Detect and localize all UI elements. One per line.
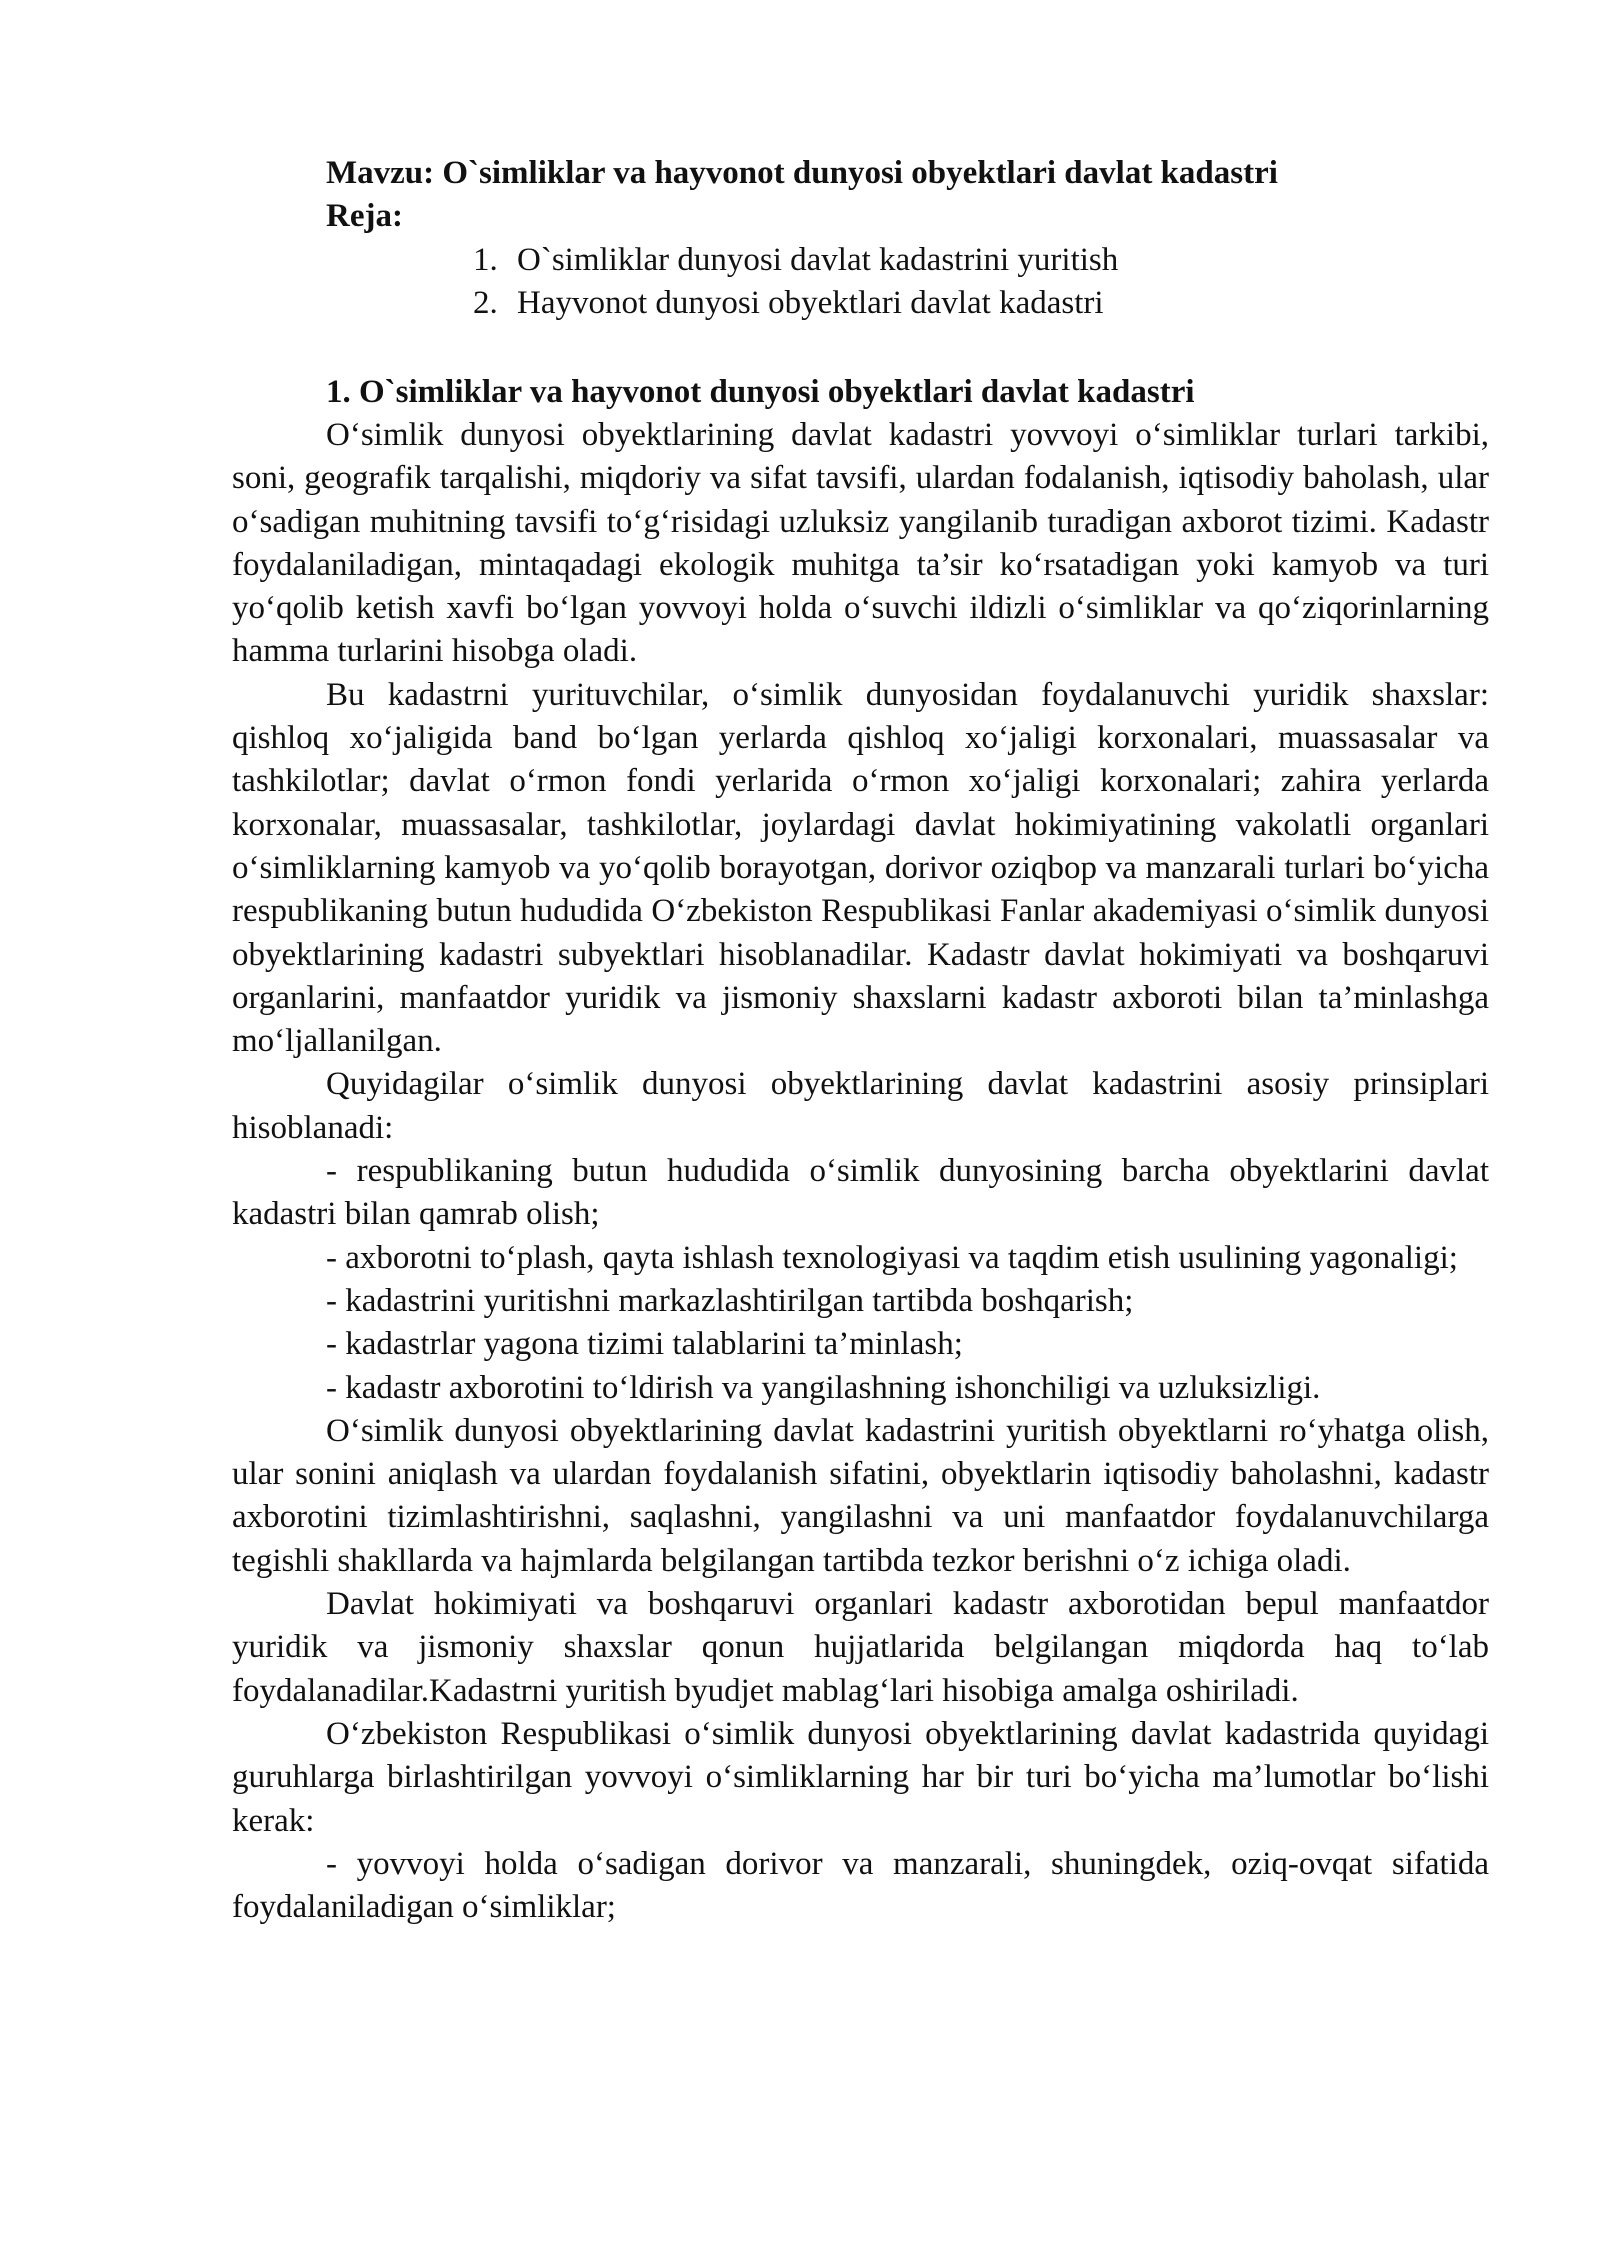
plan-item-text: Hayvonot dunyosi obyektlari davlat kadastri: [517, 285, 1104, 322]
plan-item: [473, 239, 1373, 282]
plan-label: Reja:: [326, 198, 403, 235]
document-body: [232, 414, 1489, 1929]
plan-item-number: 1.: [473, 242, 498, 278]
bullet-paragraph: - kadastrlar yagona tizimi talablarini ta’minlash;: [326, 1326, 963, 1363]
topic-title: Mavzu: O`simliklar va hayvonot dunyosi obyektlari davlat kadastri: [326, 155, 1278, 191]
plan-item: [473, 282, 1373, 325]
body-paragraph: Davlat hokimiyati va boshqaruvi organlari kadastr axborotidan bepul manfaatdor yuridik va jismoniy shaxslar qonun hujjatlarida belgilangan miqdorda haq to‘lab foydalanadilar.Kadastrni yuritish byudjet mablag‘lari hisobiga amalga oshiriladi.: [232, 1586, 1489, 1709]
plan-item-number: 2.: [473, 285, 498, 322]
body-paragraph: O‘zbekiston Respublikasi o‘simlik dunyosi obyektlarining davlat kadastrida quyidagi guruhlarga birlashtirilgan yovvoyi o‘simliklarning har bir turi bo‘yicha ma’lumotlar bo‘lishi kerak:: [232, 1715, 1489, 1839]
plan-list: [473, 239, 1373, 326]
bullet-paragraph: - axborotni to‘plash, qayta ishlash texnologiyasi va taqdim etish usulining yagonaligi;: [326, 1239, 1458, 1276]
body-paragraph: O‘simlik dunyosi obyektlarining davlat kadastrini yuritish obyektlarni ro‘yhatga olish, ular sonini aniqlash va ulardan foydalanish sifatini, obyektlarin iqtisodiy baholashni, kadastr axborotini tizimlashtirishni, saqlashni, yangilashni va uni manfaatdor foydalanuvchilarga tegishli shakllarda va hajmlarda belgilangan tartibda tezkor berishni o‘z ichiga oladi.: [232, 1412, 1489, 1579]
bullet-paragraph: - kadastrini yuritishni markazlashtirilgan tartibda boshqarish;: [326, 1282, 1134, 1319]
body-paragraph: Quyidagilar o‘simlik dunyosi obyektlarining davlat kadastrini asosiy prinsiplari hisoblanadi:: [232, 1066, 1489, 1146]
plan-item-text: O`simliklar dunyosi davlat kadastrini yuritish: [517, 242, 1119, 278]
body-paragraph: Bu kadastrni yurituvchilar, o‘simlik dunyosidan foydalanuvchi yuridik shaxslar: qishloq xo‘jaligida band bo‘lgan yerlarda qishloq xo‘jaligi korxonalari, muassasalar va tashkilotlar; davlat o‘rmon fondi yerlarida o‘rmon xo‘jaligi korxonalari; zahira yerlarda korxonalar, muassasalar, tashkilotlar, joylardagi davlat hokimiyatining vakolatli organlari o‘simliklarning kamyob va yo‘qolib borayotgan, dorivor oziqbop va manzarali turlari bo‘yicha respublikaning butun hududida O‘zbekiston Respublikasi Fanlar akademiyasi o‘simlik dunyosi obyektlarining kadastri subyektlari hisoblanadilar. Kadastr davlat hokimiyati va boshqaruvi organlarini, manfaatdor yuridik va jismoniy shaxslarni kadastr axboroti bilan ta’minlashga mo‘ljallanilgan.: [232, 676, 1489, 1060]
body-paragraph: O‘simlik dunyosi obyektlarining davlat kadastri yovvoyi o‘simliklar turlari tarkibi, soni, geografik tarqalishi, miqdoriy va sifat tavsifi, ulardan fodalanish, iqtisodiy baholash, ular o‘sadigan muhitning tavsifi to‘g‘risidagi uzluksiz yangilanib turadigan axborot tizimi. Kadastr foydalaniladigan, mintaqadagi ekologik muhitga ta’sir ko‘rsatadigan yoki kamyob va turi yo‘qolib ketish xavfi bo‘lgan yovvoyi holda o‘suvchi ildizli o‘simliklar va qo‘ziqorinlarning hamma turlarini hisobga oladi.: [232, 417, 1489, 670]
bullet-paragraph: - kadastr axborotini to‘ldirish va yangilashning ishonchiligi va uzluksizligi.: [326, 1369, 1321, 1406]
section-heading: 1. O`simliklar va hayvonot dunyosi obyektlari davlat kadastri: [326, 374, 1195, 410]
document-header: [326, 152, 1476, 239]
bullet-paragraph: - yovvoyi holda o‘sadigan dorivor va manzarali, shuningdek, oziq-ovqat sifatida foydalaniladigan o‘simliklar;: [232, 1845, 1489, 1926]
bullet-paragraph: - respublikaning butun hududida o‘simlik dunyosining barcha obyektlarini davlat kadastri bilan qamrab olish;: [232, 1153, 1489, 1233]
